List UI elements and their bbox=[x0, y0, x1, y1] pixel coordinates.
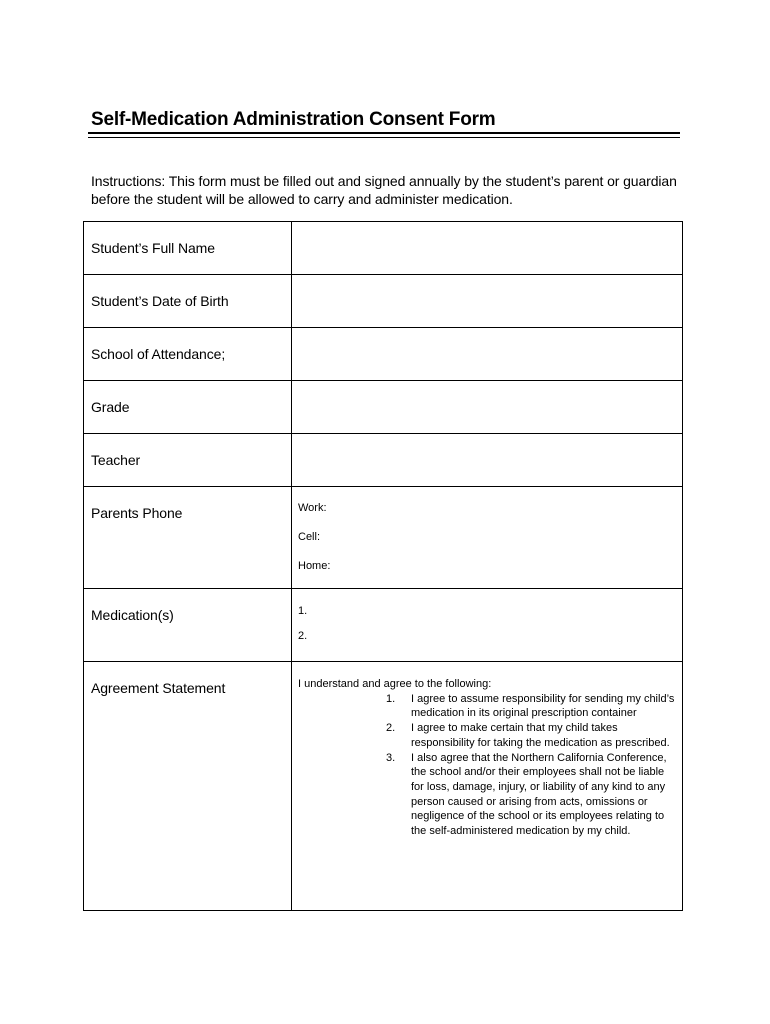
student-name-label: Student’s Full Name bbox=[91, 240, 215, 256]
parents-phone-label: Parents Phone bbox=[91, 505, 183, 521]
field-label-cell bbox=[84, 328, 292, 381]
student-name-field[interactable] bbox=[292, 222, 683, 275]
agreement-item-number: 3. bbox=[386, 751, 396, 764]
form-row-date-of-birth bbox=[84, 275, 683, 328]
agreement-item-number: 2. bbox=[386, 722, 396, 735]
form-row-parents-phone bbox=[84, 487, 683, 589]
instructions-text: Instructions: This form must be filled out and signed annually by the student’s parent or guardian before the student will be allowed to carry and administer medication. bbox=[91, 173, 677, 207]
school-field[interactable] bbox=[292, 328, 683, 381]
title-rule-thick bbox=[88, 132, 680, 134]
agreement-item bbox=[298, 692, 676, 721]
date-of-birth-label: Student’s Date of Birth bbox=[91, 293, 229, 309]
field-label-cell bbox=[84, 662, 292, 911]
work-phone-field[interactable]: Work: bbox=[298, 502, 327, 514]
agreement-label: Agreement Statement bbox=[91, 680, 226, 696]
field-label-cell bbox=[84, 381, 292, 434]
field-label-cell bbox=[84, 434, 292, 487]
form-row-agreement bbox=[84, 662, 683, 911]
medications-label: Medication(s) bbox=[91, 607, 174, 623]
title-rule-thin bbox=[88, 137, 680, 138]
field-label-cell bbox=[84, 589, 292, 662]
field-label-cell bbox=[84, 487, 292, 589]
medication-2-field[interactable]: 2. bbox=[298, 630, 308, 642]
school-label: School of Attendance; bbox=[91, 346, 226, 362]
agreement-item bbox=[298, 751, 676, 839]
grade-label: Grade bbox=[91, 399, 130, 415]
grade-field[interactable] bbox=[292, 381, 683, 434]
form-row-student-name bbox=[84, 222, 683, 275]
agreement-item bbox=[298, 721, 676, 750]
agreement-item-text: I agree to make certain that my child takes responsibility for taking the medication as prescribed. bbox=[411, 722, 670, 749]
agreement-list bbox=[298, 692, 682, 839]
agreement-item-text: I agree to assume responsibility for sending my child’s medication in its original prescription container bbox=[411, 692, 675, 720]
consent-form-table bbox=[83, 221, 683, 911]
field-label-cell bbox=[84, 222, 292, 275]
agreement-cell bbox=[292, 662, 683, 911]
teacher-field[interactable] bbox=[292, 434, 683, 487]
date-of-birth-field[interactable] bbox=[292, 275, 683, 328]
agreement-intro: I understand and agree to the following: bbox=[298, 678, 492, 690]
field-label-cell bbox=[84, 275, 292, 328]
form-row-teacher bbox=[84, 434, 683, 487]
agreement-item-number: 1. bbox=[386, 692, 396, 705]
teacher-label: Teacher bbox=[91, 452, 141, 468]
page-title: Self-Medication Administration Consent Form bbox=[91, 109, 496, 130]
parents-phone-cell bbox=[292, 487, 683, 589]
agreement-item-text: I also agree that the Northern California Conference, the school and/or their employees shall not be liable for loss, damage, injury, or liability of any kind to any person caused or arising from acts, omissions or negligence of the school or its employees relating to the self-administered medication by my child. bbox=[411, 751, 667, 838]
medications-cell bbox=[292, 589, 683, 662]
form-row-school bbox=[84, 328, 683, 381]
cell-phone-field[interactable]: Cell: bbox=[298, 531, 321, 543]
form-row-grade bbox=[84, 381, 683, 434]
medication-1-field[interactable]: 1. bbox=[298, 605, 308, 617]
form-row-medications bbox=[84, 589, 683, 662]
home-phone-field[interactable]: Home: bbox=[298, 560, 331, 572]
